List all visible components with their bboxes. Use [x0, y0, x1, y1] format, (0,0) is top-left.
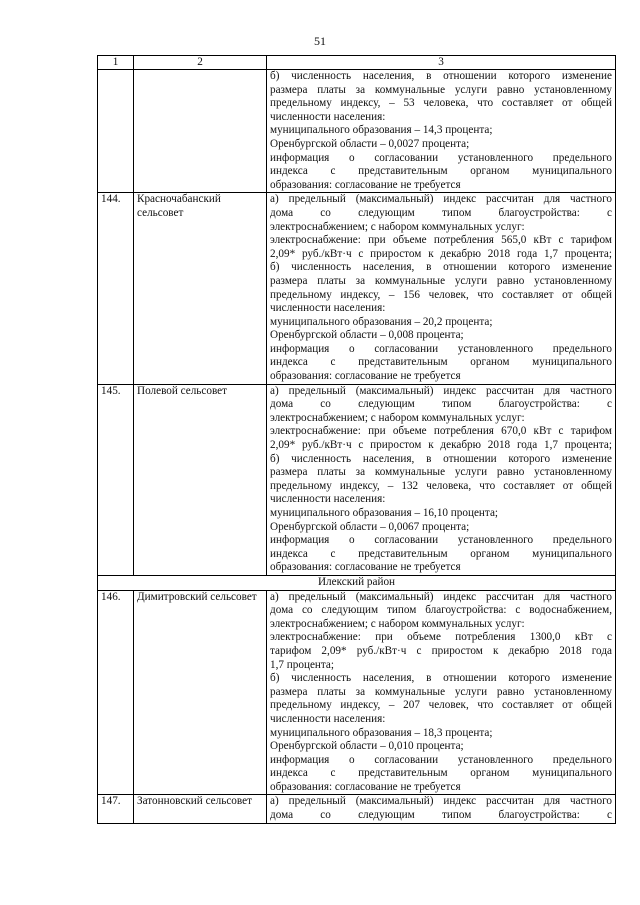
description-line: 2,09* руб./кВт·ч с приростом к декабрю 2018 года 1,7 процента;	[270, 439, 612, 452]
header-col-3: 3	[267, 56, 616, 70]
description-line: предельному индексу, – 156 человек, что составляет от общей	[270, 288, 612, 301]
settlement-name: Затонновский сельсовет	[134, 795, 267, 823]
description-line: размера платы за коммунальные услуги равно установленному	[270, 274, 612, 287]
description-line: тарифом 2,09* руб./кВт·ч с приростом к декабрю 2018 года	[270, 644, 612, 657]
description-line: численности населения:	[270, 110, 386, 123]
description-line: информация о согласовании установленного предельного	[270, 342, 612, 355]
description-line: муниципального образования – 14,3 процента;	[270, 124, 493, 137]
description-line: б) численность населения, в отношении которого изменение	[270, 70, 612, 82]
description-line: информация о согласовании установленного предельного	[270, 753, 612, 766]
table-row	[98, 795, 616, 823]
description-line: дома со следующим типом благоустройства: с	[270, 398, 612, 411]
settlement-name: Красночабанский сельсовет	[134, 193, 267, 384]
document-table	[97, 55, 616, 824]
description-line: муниципального образования – 20,2 процента;	[270, 315, 493, 328]
description-line: предельному индексу, – 132 человека, что составляет от общей	[270, 479, 612, 492]
district-name: Илекский район	[98, 575, 616, 590]
description-line: Оренбургской области – 0,008 процента;	[270, 329, 464, 342]
continuation-row	[98, 70, 616, 193]
description-line: образования: согласование не требуется	[270, 370, 461, 383]
description-line: индекса с представительным органом муниципального	[270, 547, 612, 560]
description-line: электроснабжение: при объеме потребления 565,0 кВт с тарифом	[270, 234, 612, 247]
description-line: образования: согласование не требуется	[270, 561, 461, 574]
table-row	[98, 384, 616, 575]
row-description	[267, 795, 616, 823]
description-line: электроснабжение: при объеме потребления 670,0 кВт с тарифом	[270, 425, 612, 438]
description-line: размера платы за коммунальные услуги равно установленному	[270, 466, 612, 479]
description-line: 2,09* руб./кВт·ч с приростом к декабрю 2018 года 1,7 процента;	[270, 247, 612, 260]
description-line: численности населения:	[270, 493, 386, 506]
table-row	[98, 590, 616, 795]
row-description	[267, 70, 616, 193]
description-line: б) численность населения, в отношении которого изменение	[270, 452, 612, 465]
description-line: индекса с представительным органом муниципального	[270, 767, 612, 780]
row-number	[98, 70, 134, 193]
page-number: 51	[314, 34, 326, 48]
row-number: 144.	[98, 193, 134, 384]
description-line: муниципального образования – 18,3 процента;	[270, 726, 493, 739]
settlement-name	[134, 70, 267, 193]
description-line: численности населения:	[270, 712, 386, 725]
description-line: 1,7 процента;	[270, 658, 334, 671]
description-line: дома со следующим типом благоустройства: с	[270, 809, 612, 822]
header-col-1: 1	[98, 56, 134, 70]
description-line: а) предельный (максимальный) индекс рассчитан для частного	[270, 193, 612, 206]
description-line: образования: согласование не требуется	[270, 780, 461, 793]
description-line: а) предельный (максимальный) индекс рассчитан для частного	[270, 590, 612, 603]
description-line: электроснабжением; с набором коммунальных услуг:	[270, 411, 525, 424]
row-description	[267, 384, 616, 575]
description-line: б) численность населения, в отношении которого изменение	[270, 261, 612, 274]
row-number: 146.	[98, 590, 134, 795]
description-line: дома со следующим типом благоустройства: с водоснабжением,	[270, 604, 612, 617]
row-description	[267, 590, 616, 795]
description-line: информация о согласовании установленного предельного	[270, 534, 612, 547]
table-row	[98, 193, 616, 384]
settlement-name: Полевой сельсовет	[134, 384, 267, 575]
description-line: численности населения:	[270, 302, 386, 315]
description-line: Оренбургской области – 0,0067 процента;	[270, 520, 470, 533]
description-line: информация о согласовании установленного предельного	[270, 151, 612, 164]
description-line: индекса с представительным органом муниципального	[270, 356, 612, 369]
description-line: индекса с представительным органом муниципального	[270, 165, 612, 178]
table-header-row	[98, 56, 616, 70]
description-line: а) предельный (максимальный) индекс рассчитан для частного	[270, 795, 612, 808]
settlement-name: Димитровский сельсовет	[134, 590, 267, 795]
description-line: размера платы за коммунальные услуги равно установленному	[270, 83, 612, 96]
description-line: электроснабжением; с набором коммунальных услуг:	[270, 220, 525, 233]
description-line: электроснабжение: при объеме потребления 1300,0 кВт с	[270, 631, 612, 644]
description-line: Оренбургской области – 0,0027 процента;	[270, 137, 470, 150]
description-line: предельному индексу, – 207 человек, что составляет от общей	[270, 699, 612, 712]
description-line: дома со следующим типом благоустройства: с	[270, 206, 612, 219]
description-line: размера платы за коммунальные услуги равно установленному	[270, 685, 612, 698]
description-line: б) численность населения, в отношении которого изменение	[270, 672, 612, 685]
description-line: предельному индексу, – 53 человека, что составляет от общей	[270, 97, 612, 110]
description-line: Оренбургской области – 0,010 процента;	[270, 740, 464, 753]
description-line: образования: согласование не требуется	[270, 178, 461, 191]
header-col-2: 2	[134, 56, 267, 70]
description-line: муниципального образования – 16,10 процента;	[270, 507, 499, 519]
row-description	[267, 193, 616, 384]
description-line: а) предельный (максимальный) индекс рассчитан для частного	[270, 384, 612, 397]
row-number: 147.	[98, 795, 134, 823]
description-line: электроснабжением; с набором коммунальных услуг:	[270, 617, 525, 630]
row-number: 145.	[98, 384, 134, 575]
district-row	[98, 575, 616, 590]
